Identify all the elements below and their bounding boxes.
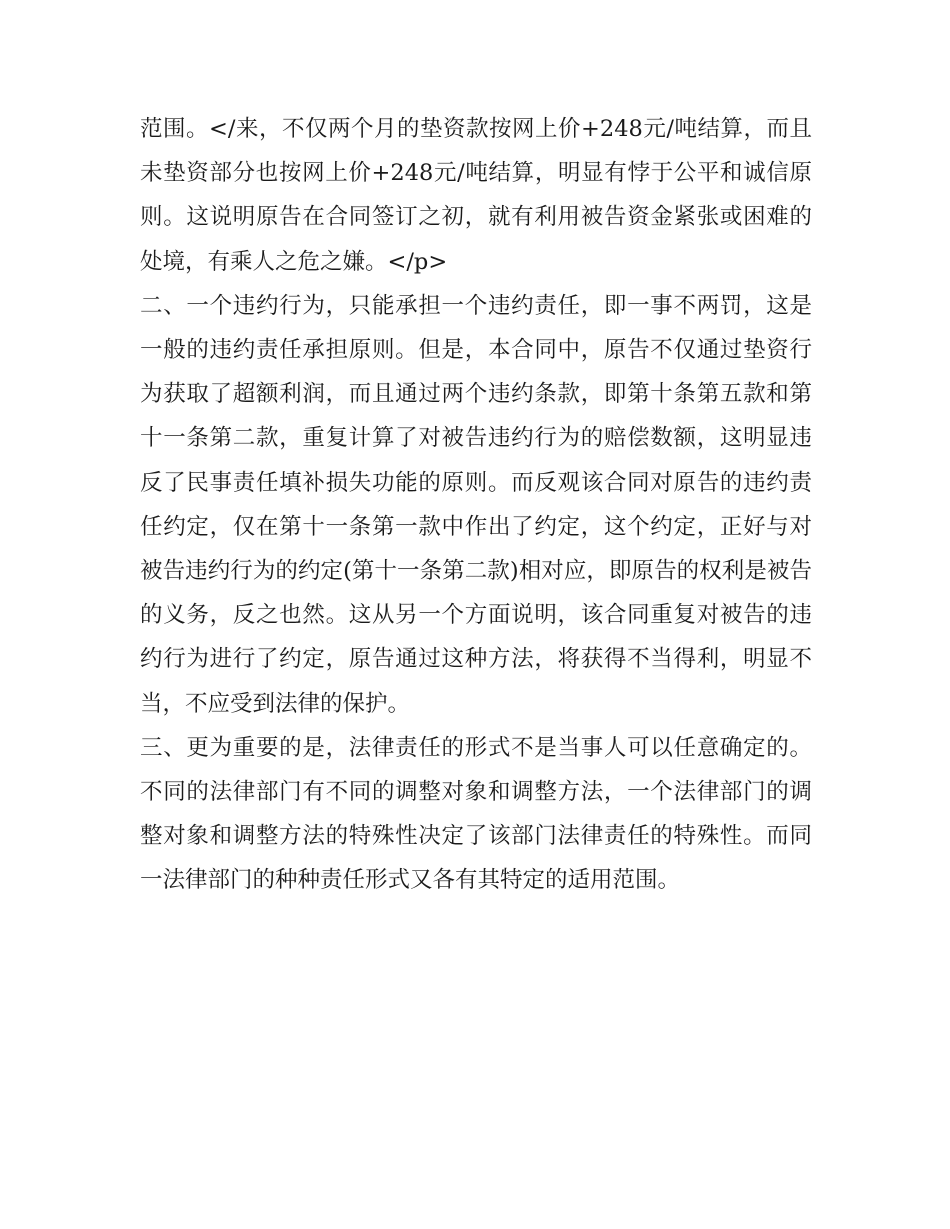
paragraph-point-two: 二、一个违约行为，只能承担一个违约责任，即一事不两罚，这是一般的违约责任承担原则。但是，本合同中，原告不仅通过垫资行为获取了超额利润，而且通过两个违约条款，即第十条第五款和第十一条第二款，重复计算了对被告违约行为的赔偿数额，这明显违反了民事责任填补损失功能的原则。而反观该合同对原告的违约责任约定，仅在第十一条第一款中作出了约定，这个约定，正好与对被告违约行为的约定(第十一条第二款)相对应，即原告的权利是被告的义务，反之也然。这从另一个方面说明，该合同重复对被告的违约行为进行了约定，原告通过这种方法，将获得不当得利，明显不当，不应受到法律的保护。 bbox=[140, 292, 812, 717]
document-body bbox=[140, 107, 812, 903]
paragraph-continued-fairness: 范围。</来，不仅两个月的垫资款按网上价+248元/吨结算，而且未垫资部分也按网上价+248元/吨结算，明显有悖于公平和诚信原则。这说明原告在合同签订之初，就有利用被告资金紧张或困难的处境，有乘人之危之嫌。</p> bbox=[140, 116, 812, 275]
paragraph-point-three: 三、更为重要的是，法律责任的形式不是当事人可以任意确定的。不同的法律部门有不同的调整对象和调整方法，一个法律部门的调整对象和调整方法的特殊性决定了该部门法律责任的特殊性。而同一法律部门的种种责任形式又各有其特定的适用范围。 bbox=[140, 734, 812, 894]
